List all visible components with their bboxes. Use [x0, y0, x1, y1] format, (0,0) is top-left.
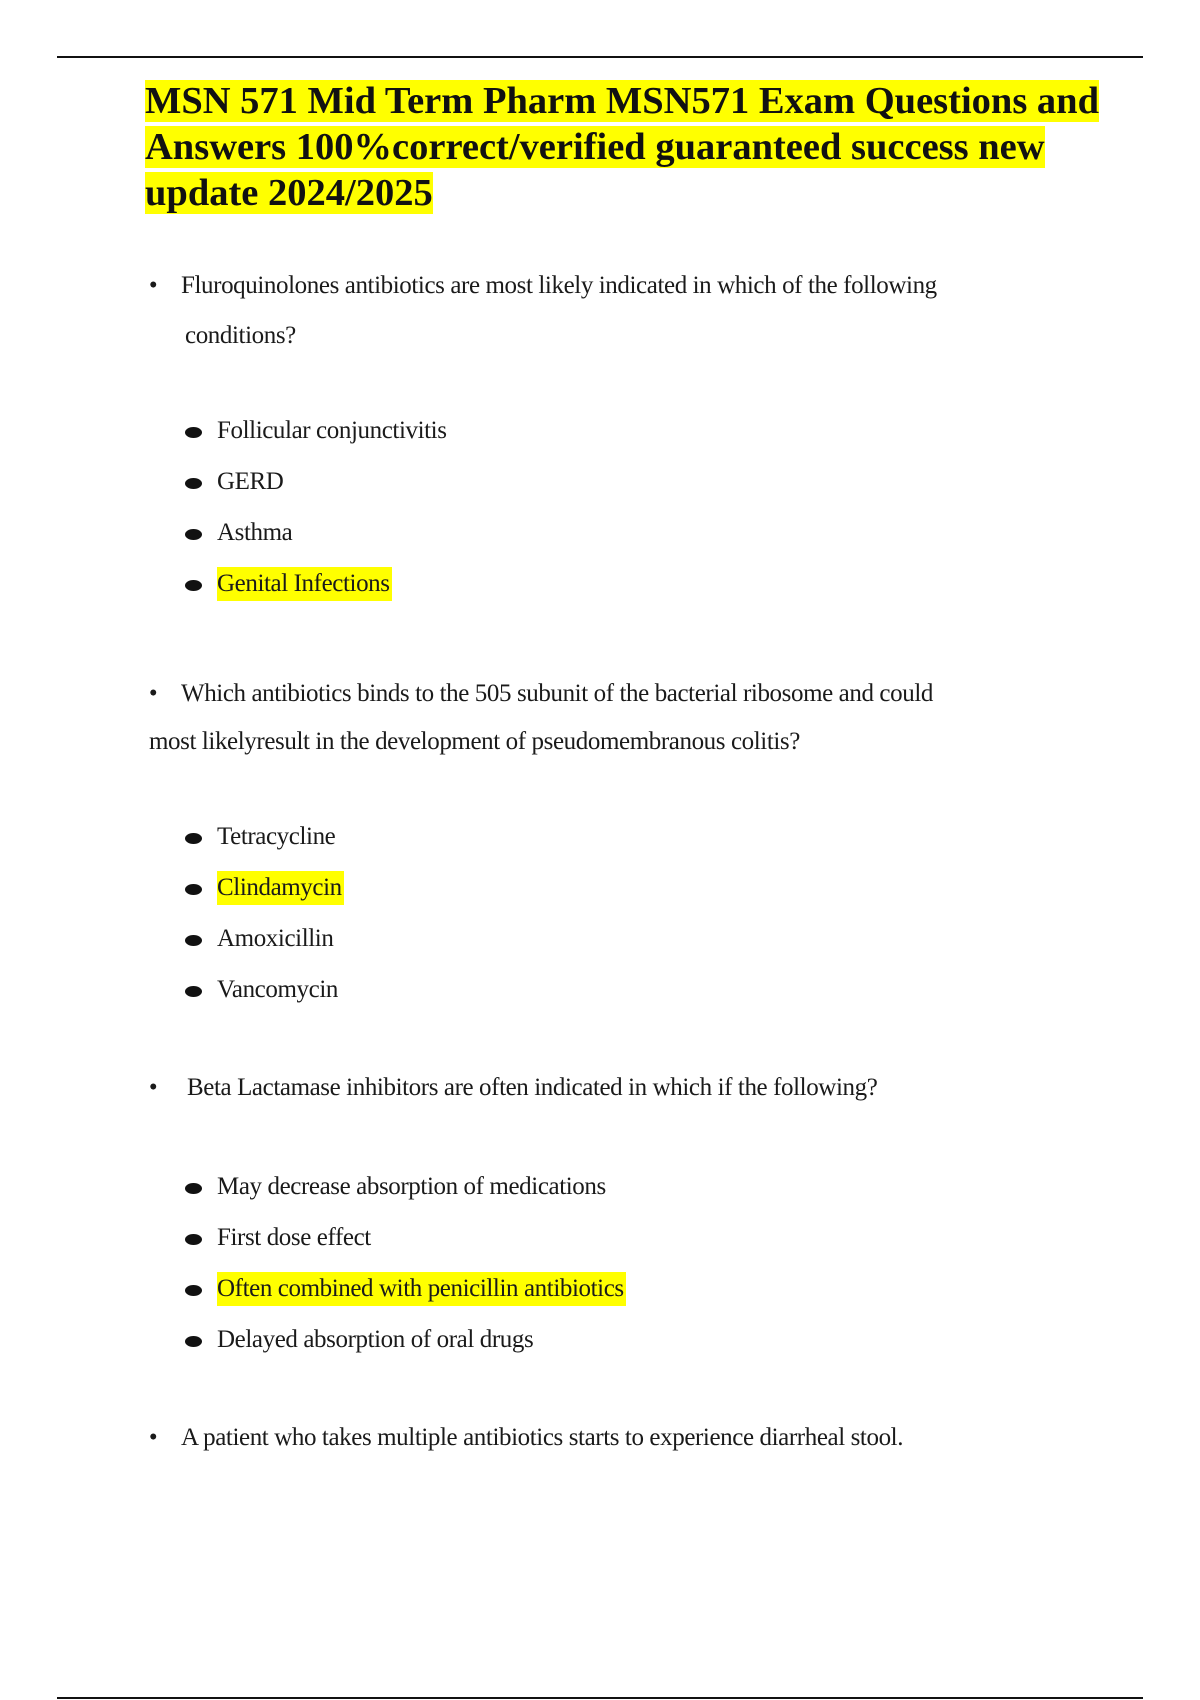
option-label: GERD: [217, 468, 284, 495]
option-bullet-icon: [185, 529, 202, 540]
option-item: [0, 1221, 1200, 1272]
question-bullet: •: [148, 1074, 158, 1101]
option-item: [0, 922, 1200, 973]
option-item: [0, 1170, 1200, 1221]
top-rule: [57, 56, 1143, 58]
option-label-highlighted: Clindamycin: [217, 871, 344, 905]
option-bullet-icon: [185, 580, 202, 591]
title-highlight: MSN 571 Mid Term Pharm MSN571 Exam Questions and Answers 100%correct/verified guaranteed success new update 2024/2025: [145, 80, 1100, 214]
question-text: [181, 262, 1081, 360]
bottom-rule: [57, 1697, 1143, 1699]
option-bullet-icon: [185, 986, 202, 997]
document-title: [145, 78, 1105, 216]
question-bullet: •: [148, 1424, 158, 1451]
option-bullet-icon: [185, 833, 202, 844]
question-text: [181, 1414, 1081, 1462]
option-label-highlighted: Often combined with penicillin antibiotics: [217, 1272, 626, 1306]
option-bullet-icon: [185, 1234, 202, 1245]
option-bullet-icon: [185, 478, 202, 489]
option-label: Follicular conjunctivitis: [217, 417, 447, 444]
option-label: Tetracycline: [217, 823, 336, 850]
question-text: [149, 670, 1081, 766]
option-item: [0, 973, 1200, 1024]
option-label: Vancomycin: [217, 976, 338, 1003]
question-4: [0, 1414, 1200, 1462]
question-3-options: [0, 1170, 1200, 1374]
option-label: May decrease absorption of medications: [217, 1173, 606, 1200]
question-line-1: Beta Lactamase inhibitors are often indicated in which if the following?: [187, 1074, 878, 1101]
option-item-correct: [0, 871, 1200, 922]
question-1: [0, 262, 1200, 360]
option-label: Delayed absorption of oral drugs: [217, 1326, 534, 1353]
question-2: [0, 670, 1200, 766]
option-bullet-icon: [185, 427, 202, 438]
option-item: [0, 414, 1200, 465]
option-label: Amoxicillin: [217, 925, 334, 952]
option-bullet-icon: [185, 1336, 202, 1347]
option-item: [0, 820, 1200, 871]
question-line-1: A patient who takes multiple antibiotics starts to experience diarrheal stool.: [181, 1424, 904, 1451]
option-bullet-icon: [185, 935, 202, 946]
option-label: Asthma: [217, 519, 293, 546]
question-line-1: Fluroquinolones antibiotics are most likely indicated in which of the following: [181, 272, 937, 299]
option-bullet-icon: [185, 884, 202, 895]
option-label: First dose effect: [217, 1224, 371, 1251]
question-bullet: •: [148, 680, 158, 707]
question-3: [0, 1064, 1200, 1112]
option-bullet-icon: [185, 1285, 202, 1296]
option-item: [0, 1323, 1200, 1374]
question-bullet: •: [148, 272, 158, 299]
option-label-highlighted: Genital Infections: [217, 567, 392, 601]
option-item: [0, 465, 1200, 516]
question-line-2: conditions?: [185, 322, 296, 349]
option-item-correct: [0, 567, 1200, 618]
option-bullet-icon: [185, 1183, 202, 1194]
question-1-options: [0, 414, 1200, 618]
question-line-1: Which antibiotics binds to the 505 subunit of the bacterial ribosome and could: [181, 680, 933, 707]
question-text: [187, 1064, 1087, 1112]
question-2-options: [0, 820, 1200, 1024]
question-line-2: most likelyresult in the development of pseudomembranous colitis?: [149, 728, 800, 755]
option-item-correct: [0, 1272, 1200, 1323]
option-item: [0, 516, 1200, 567]
